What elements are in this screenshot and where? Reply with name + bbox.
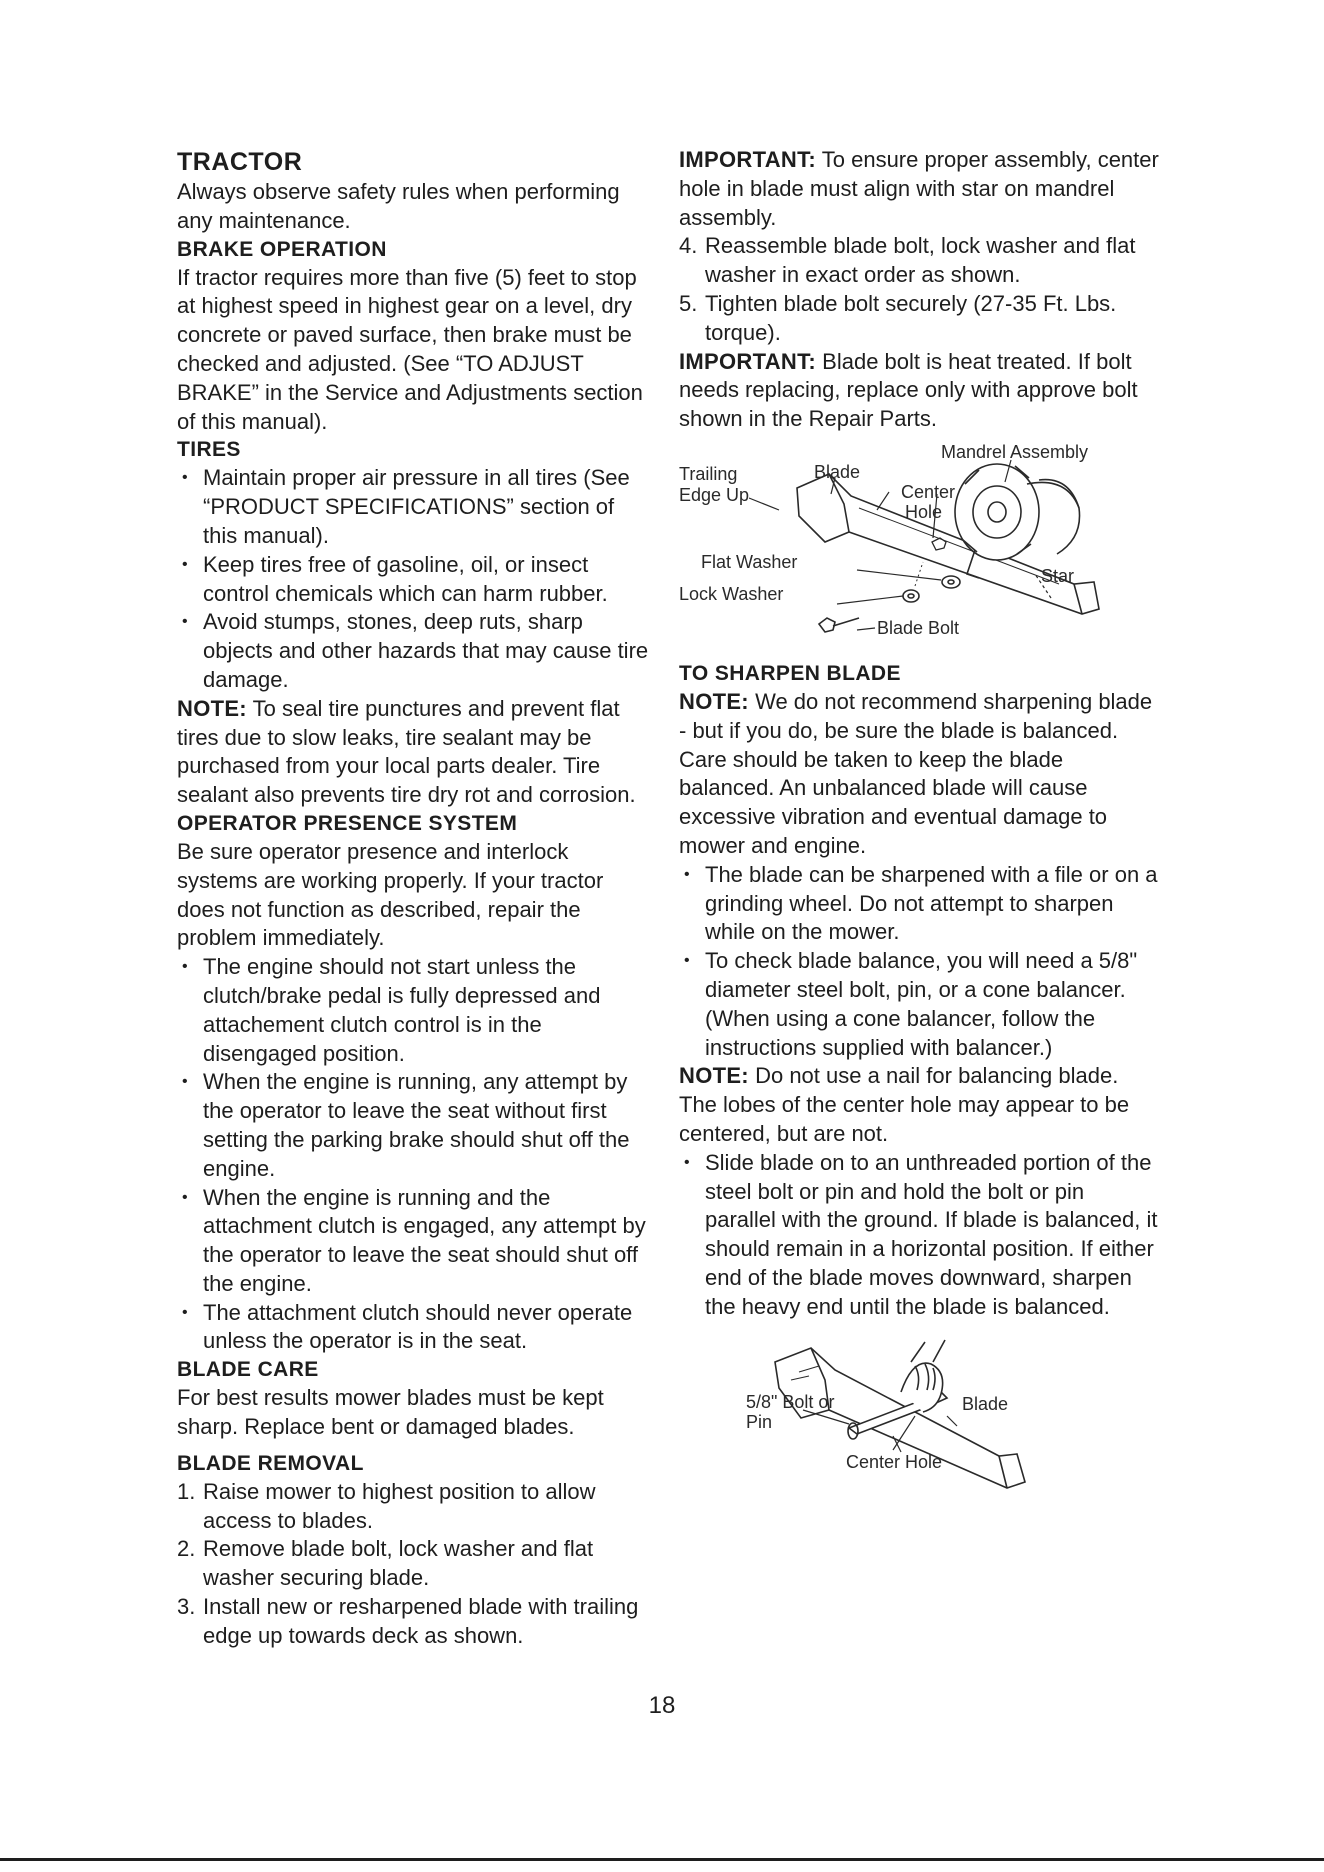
list-item: • Slide blade on to an unthreaded portion of the steel bolt or pin and hold the bolt or pin parallel with the ground. If blade is balanced, it should remain in a horizontal position. If either end of the blade moves downward, sharpen the heavy end until the blade is balanced. <box>679 1149 1159 1322</box>
note-label: NOTE: <box>679 1063 749 1089</box>
star-label: Star <box>1041 565 1075 586</box>
tractor-text: Always observe safety rules when performing any maintenance. <box>177 179 620 233</box>
center-label: Center <box>901 481 956 502</box>
important-label: IMPORTANT: <box>679 348 817 374</box>
flat-washer-label: Flat Washer <box>701 551 798 572</box>
list-item: 1. Raise mower to highest position to allow access to blades. <box>177 1478 596 1533</box>
list-item: • The blade can be sharpened with a file or on a grinding wheel. Do not attempt to sharpen while on the mower. <box>679 861 1159 947</box>
blade-care-text: For best results mower blades must be kept sharp. Replace bent or damaged blades. <box>177 1385 604 1440</box>
blade-care-heading: BLADE CARE <box>177 1358 319 1382</box>
lock-washer-label: Lock Washer <box>679 583 784 604</box>
list-item: • When the engine is running and the attachment clutch is engaged, any attempt by the operator to leave the seat should shut off the engine. <box>177 1184 649 1299</box>
trailing-label-line2: Edge Up <box>679 484 750 505</box>
center-hole-label: Center Hole <box>846 1451 943 1472</box>
sharpen-note-1: NOTE: We do not recommend sharpening blade - but if you do, be sure the blade is balanced. <box>679 688 1153 743</box>
ops-text: Be sure operator presence and interlock systems are working properly. If your tractor does not function as described, repair the problem immediately. <box>177 838 604 951</box>
list-item: • Maintain proper air pressure in all tires (See “PRODUCT SPECIFICATIONS” section of this manual). <box>177 464 649 550</box>
assembly-steps <box>679 232 1159 347</box>
sharpen-list <box>679 861 1159 1063</box>
balance-list <box>679 1149 1159 1322</box>
tires-note-text: To seal tire punctures and prevent flat tires due to slow leaks, tire sealant may be purchased from your local parts dealer. Tire sealant also prevents tire dry rot and corrosion. <box>177 695 636 808</box>
blade-bolt-label: Blade Bolt <box>877 617 960 638</box>
note-label: NOTE: <box>679 688 749 714</box>
sharpen-note-2: NOTE: Do not use a nail for balancing blade. The lobes of the center hole may appear to be centered, but are not. <box>679 1063 1130 1146</box>
important-2: IMPORTANT: Blade bolt is heat treated. If bolt needs replacing, replace only with approve bolt shown in the Repair Parts. <box>679 348 1138 432</box>
right-column <box>679 146 1159 1532</box>
list-item: • Keep tires free of gasoline, oil, or insect control chemicals which can harm rubber. <box>177 551 649 609</box>
tires-heading: TIRES <box>177 438 241 462</box>
tires-note <box>177 695 649 810</box>
list-item: 5. Tighten blade bolt securely (27-35 Ft. Lbs. torque). <box>679 290 1117 345</box>
important-label: IMPORTANT: <box>679 147 817 172</box>
list-item: • To check blade balance, you will need a 5/8" diameter steel bolt, pin, or a cone balancer. (When using a cone balancer, follow the instructions supplied with balancer.) <box>679 947 1159 1062</box>
blade-balance-illustration <box>679 1332 1159 1532</box>
sharpen-heading: TO SHARPEN BLADE <box>679 661 901 685</box>
list-item: • Avoid stumps, stones, deep ruts, sharp objects and other hazards that may cause tire damage. <box>177 608 649 694</box>
list-item: • When the engine is running, any attempt by the operator to leave the seat without first setting the parking brake should shut off the engine. <box>177 1068 649 1183</box>
note-label: NOTE: <box>177 695 247 721</box>
ops-heading: OPERATOR PRESENCE SYSTEM <box>177 811 518 835</box>
blade-assembly-figure <box>679 434 1159 660</box>
removal-steps <box>177 1478 649 1651</box>
blade-label: Blade <box>962 1393 1009 1414</box>
bottom-rule <box>0 1858 1324 1861</box>
list-item: 4. Reassemble blade bolt, lock washer and flat washer in exact order as shown. <box>679 233 1136 288</box>
ops-list <box>177 953 649 1356</box>
trailing-label-line1: Trailing <box>679 463 738 484</box>
blade-label: Blade <box>814 461 861 482</box>
care-text: Care should be taken to keep the blade balanced. An unbalanced blade will cause excessive vibration and eventual damage to mower and engine. <box>679 746 1108 858</box>
tractor-heading: TRACTOR <box>177 148 303 176</box>
tires-list <box>177 464 649 694</box>
list-item: • The engine should not start unless the clutch/brake pedal is fully depressed and attachement clutch control is in the disengaged position. <box>177 953 649 1068</box>
bolt-label-line2: Pin <box>746 1411 773 1432</box>
blade-balance-figure <box>679 1332 1159 1532</box>
list-item: • The attachment clutch should never operate unless the operator is in the seat. <box>177 1299 649 1357</box>
hole-label: Hole <box>905 501 943 522</box>
list-item: 2. Remove blade bolt, lock washer and flat washer securing blade. <box>177 1536 594 1591</box>
left-column <box>177 146 649 1651</box>
brake-text: If tractor requires more than five (5) feet to stop at highest speed in highest gear on a level, dry concrete or paved surface, then brake must be checked and adjusted. (See “TO ADJUST BRAKE” in the Service and Adjustments section of this manual). <box>177 264 643 434</box>
removal-heading: BLADE REMOVAL <box>177 1451 364 1475</box>
list-item: 3. Install new or resharpened blade with trailing edge up towards deck as shown. <box>177 1594 639 1648</box>
bolt-label-line1: 5/8" Bolt or <box>746 1391 835 1412</box>
page-number: 18 <box>648 1692 676 1719</box>
important-1: IMPORTANT: To ensure proper assembly, center hole in blade must align with star on mandrel assembly. <box>679 147 1159 230</box>
brake-heading: BRAKE OPERATION <box>177 237 387 261</box>
mandrel-label: Mandrel Assembly <box>941 441 1089 462</box>
